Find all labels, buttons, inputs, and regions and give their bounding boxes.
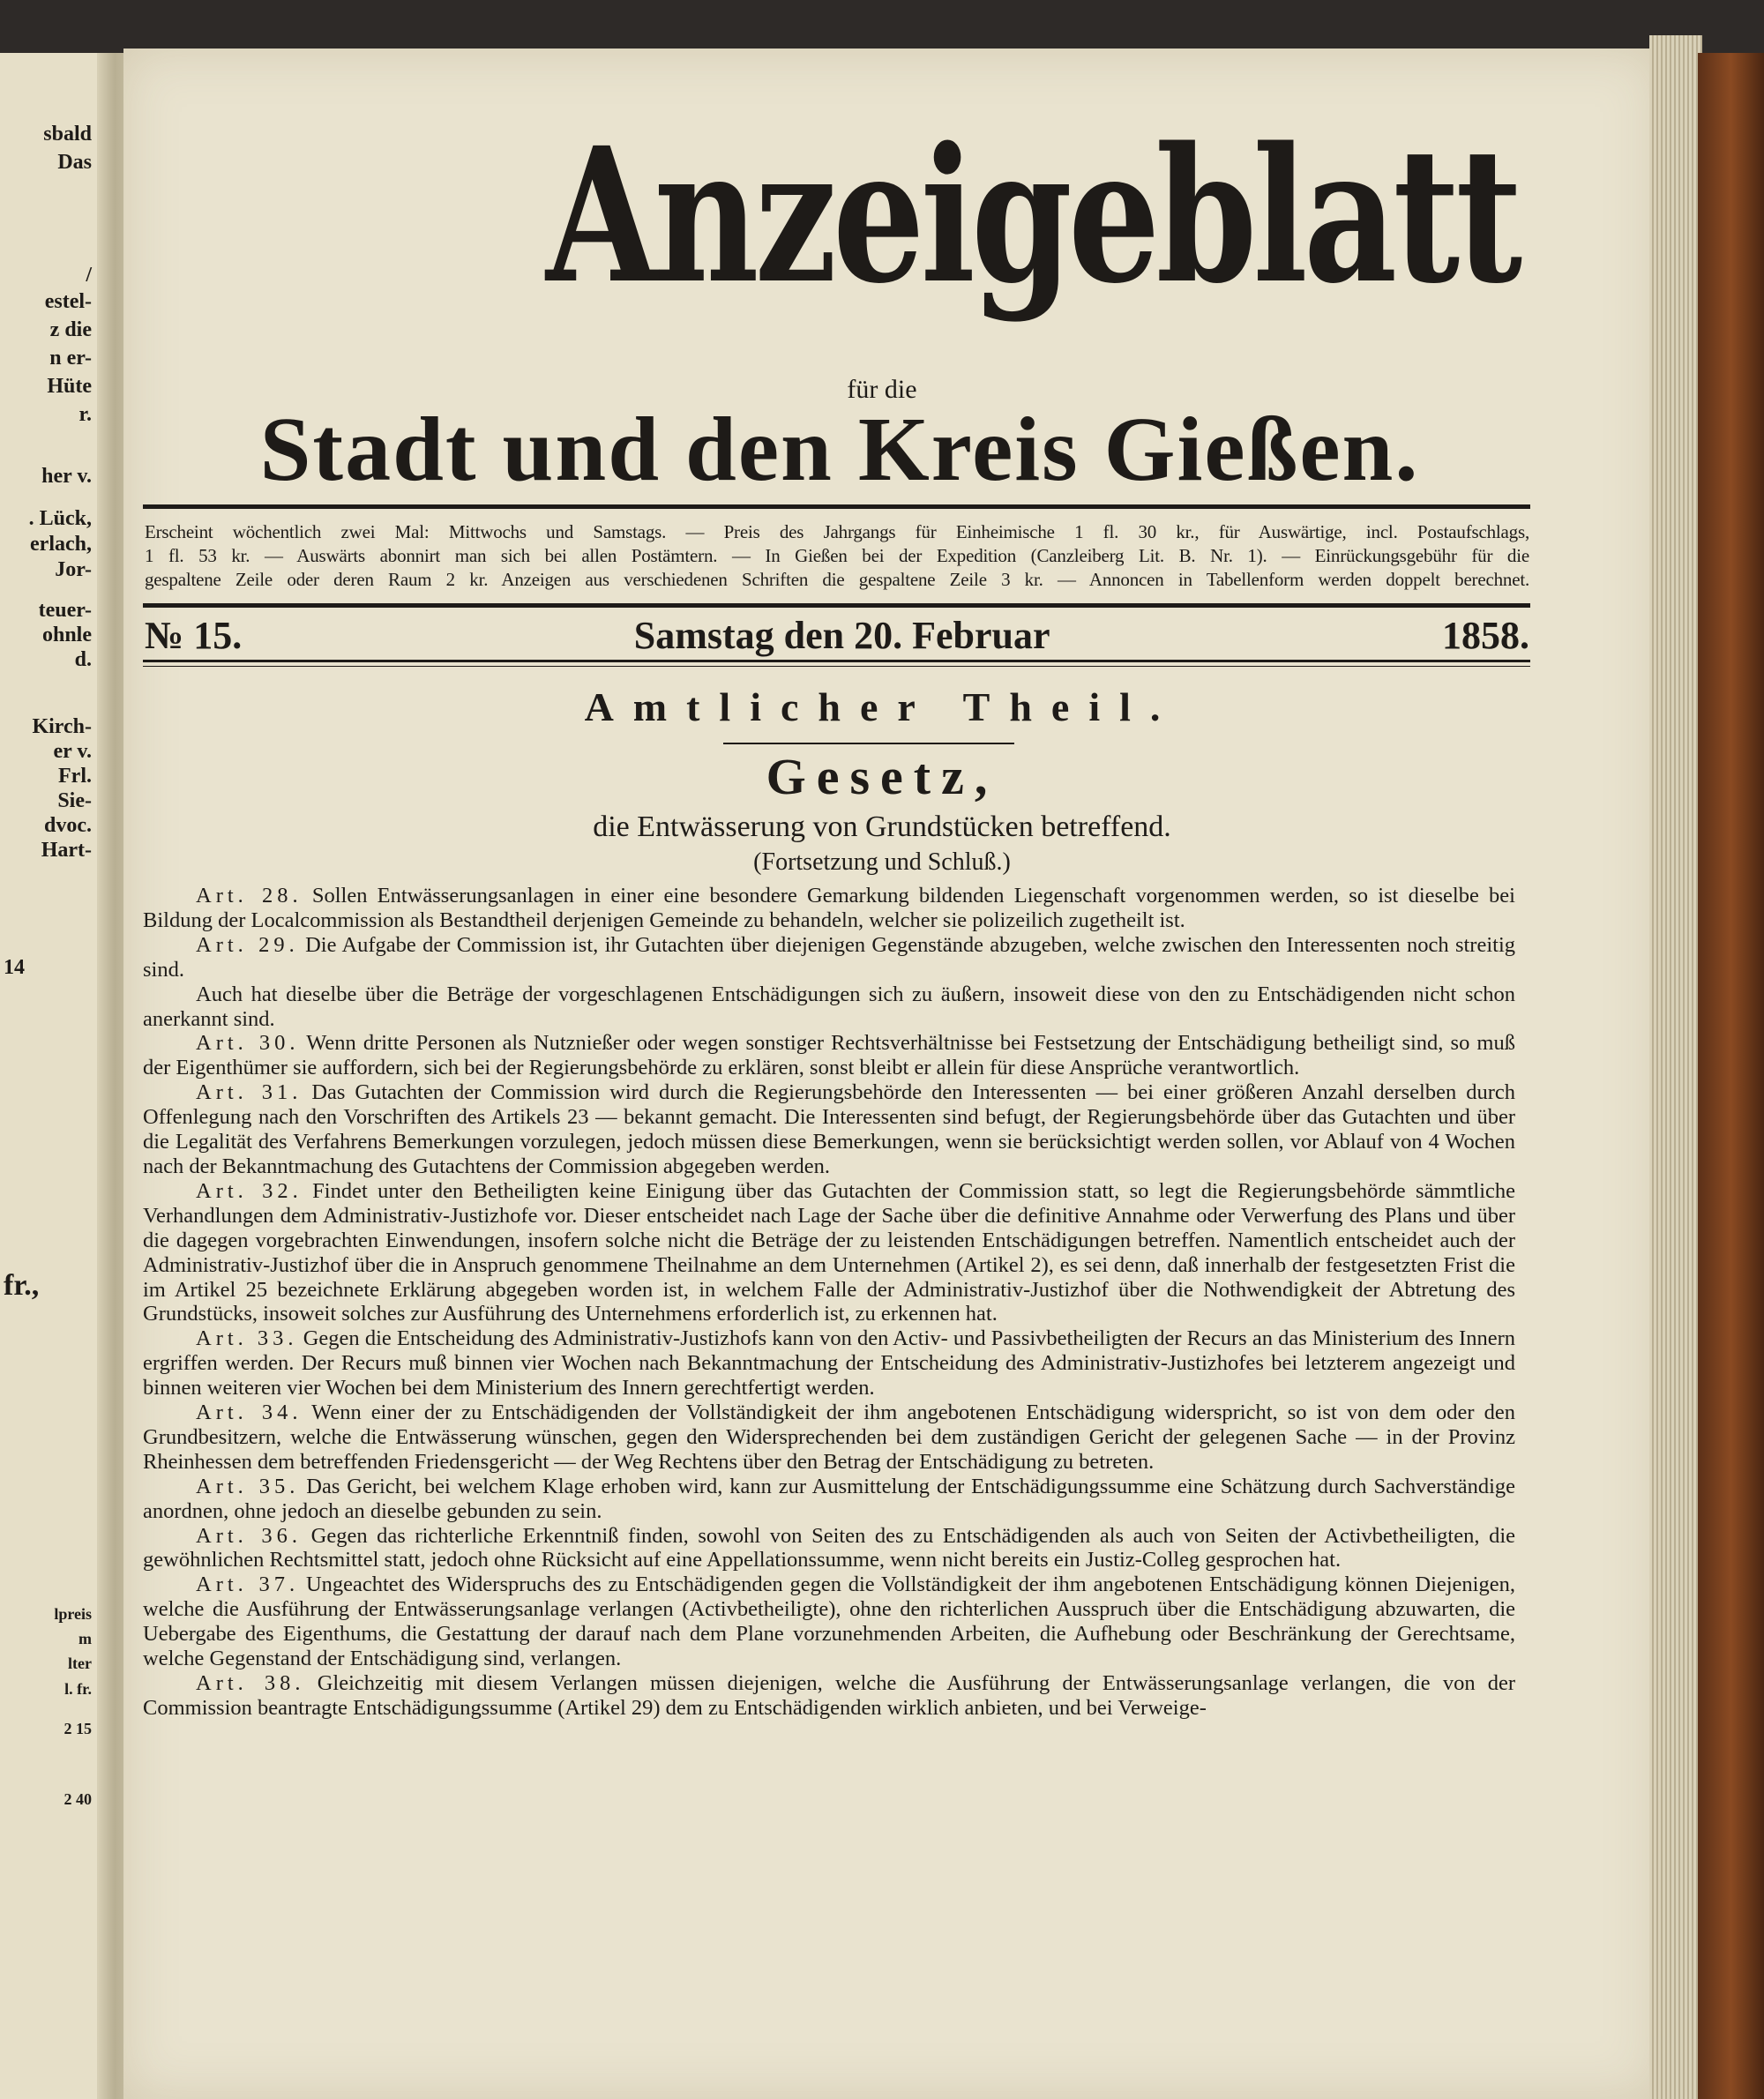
masthead-fuer-die: für die xyxy=(847,375,917,404)
margin-text: d. xyxy=(74,648,92,671)
article-text: Findet unter den Betheiligten keine Einigung über das Gutachten der Commission statt, so legt die Regierungsbehörde sämmtliche Verhandlungen dem Administrativ-Justizhofe vor. Dieser entscheidet nach Lage der Sache über die definitive Annahme oder Verwerfung des Plans und über die dagegen vorgebrachten Einwendungen, insofern solche nicht die Beträge der zu leistenden Entschädigungen betreffen. Namentlich entscheidet auch der Administrativ-Justizhof über die in Anspruch genommene Theilnahme an dem Unternehmen (Artikel 2), es sei denn, daß innerhalb der festgesetzten Frist die im Artikel 25 bezeichnete Erklärung abgegeben worden ist, in welchem Falle der Administrativ-Justizhof über die Nothwendigkeit der Abtretung des Grundstücks, insoweit solches zur Ausführung des Unternehmens erforderlich ist, zu erkennen hat. xyxy=(143,1178,1515,1326)
margin-text: her v. xyxy=(41,465,92,488)
law-continuation: (Fortsetzung und Schluß.) xyxy=(753,848,1011,876)
margin-text: ohnle xyxy=(41,624,92,646)
article-label: Art. 31. xyxy=(196,1080,303,1105)
article-text: Gleichzeitig mit diesem Verlangen müssen diejenigen, welche die Ausführung der Entwässerungsanlage verlangen, die von der Commission beantragte Entschädigungssumme (Artikel 29) dem zu Entschädigenden wirklich anbieten, und bei Verweige- xyxy=(143,1671,1515,1720)
article-label: Art. 34. xyxy=(196,1401,303,1425)
article-label: Art. 38. xyxy=(196,1671,305,1695)
section-heading: Amtlicher Theil. xyxy=(584,684,1180,729)
article-text: Gegen das richterliche Erkenntniß finden, sowohl von Seiten des zu Entschädigenden als auch von Seiten der Activbetheiligten, die gewöhnlichen Rechtsmittel statt, jedoch ohne Rücksicht auf eine Appellationssumme, wenn nicht bereits ein Justiz-Colleg gesprochen hat. xyxy=(143,1523,1515,1572)
article-text: Sollen Entwässerungsanlagen in einer eine besondere Gemarkung bildenden Liegenschaft vorgenommen werden, so ist dieselbe bei Bildung der Localcommission als Bestandtheil derjenigen Gemeinde zu behandeln, welcher sie polizeilich zugetheilt ist. xyxy=(143,884,1515,932)
subscription-notice xyxy=(145,520,1529,592)
margin-text: 2 15 xyxy=(64,1720,92,1737)
article-paragraph xyxy=(143,1524,1515,1573)
notice-line: Erscheint wöchentlich zwei Mal: Mittwochs und Samstags. — Preis des Jahrgangs für Einheimische 1 fl. 30 kr., für Auswärtige, incl. Postaufschlags, xyxy=(145,521,1529,542)
article-label: Art. 30. xyxy=(196,1031,300,1056)
margin-text: . Lück, xyxy=(28,507,92,530)
margin-text: z die xyxy=(49,318,92,341)
article-paragraph xyxy=(143,982,1515,1032)
law-subtitle: die Entwässerung von Grundstücken betreffend. xyxy=(593,810,1171,843)
article-text: Wenn dritte Personen als Nutznießer oder wegen sonstiger Rechtsverhältnisse bei Festsetzung der Entschädigung betheiligt sind, so muß der Eigenthümer sie auffordern, sich bei der Regierungsbehörde zu erklären, sonst bleibt er allein für diese Ansprüche verantwortlich. xyxy=(143,1031,1515,1080)
divider xyxy=(143,666,1530,667)
article-paragraph xyxy=(143,1326,1515,1401)
article-label: Art. 32. xyxy=(196,1178,303,1203)
margin-text: r. xyxy=(78,403,92,426)
article-paragraph xyxy=(143,1572,1515,1671)
margin-text: lter xyxy=(68,1655,92,1672)
issue-date: Samstag den 20. Februar xyxy=(633,614,1050,657)
article-label: Art. 29. xyxy=(196,932,299,957)
article-text: Das Gutachten der Commission wird durch die Regierungsbehörde den Interessenten — bei einer größeren Anzahl derselben durch Offenlegung nach den Vorschriften des Artikels 23 — bekannt gemacht. Die Interessenten sind befugt, der Regierungsbehörde über das Gutachten und über die Legalität des Verfahrens Bemerkungen vorzulegen, jedoch müssen diese Bemerkungen, wenn sie berücksichtigt werden sollen, vor Ablauf von 4 Wochen nach der Bekanntmachung des Gutachtens der Commission abgegeben werden. xyxy=(143,1080,1515,1178)
article-label: Art. 33. xyxy=(196,1326,298,1351)
issue-line xyxy=(145,615,1529,657)
article-paragraph xyxy=(143,1031,1515,1080)
article-text: Auch hat dieselbe über die Beträge der vorgeschlagenen Entschädigungen sich zu äußern, insoweit diese von den zu Entschädigenden nicht schon anerkannt sind. xyxy=(143,982,1515,1031)
margin-text: Hart- xyxy=(41,839,92,862)
margin-text: Kirch- xyxy=(32,715,92,738)
article-label: Art. 28. xyxy=(196,884,303,908)
article-text: Das Gericht, bei welchem Klage erhoben wird, kann zur Ausmittelung der Entschädigungssumme eine Schätzung durch Sachverständige anordnen, ohne jedoch an dieselbe gebunden zu sein. xyxy=(143,1474,1515,1523)
article-paragraph xyxy=(143,1671,1515,1721)
margin-text: l. fr. xyxy=(64,1680,92,1698)
article-paragraph xyxy=(143,933,1515,982)
margin-text: / xyxy=(86,264,92,287)
margin-text: n er- xyxy=(49,347,92,370)
article-paragraph xyxy=(143,1475,1515,1524)
article-text: Gegen die Entscheidung des Administrativ-Justizhofs kann von den Activ- und Passivbetheiligten der Recurs an das Ministerium des Innern ergriffen werden. Der Recurs muß binnen vier Wochen nach Bekanntmachung der Entscheidung des Administrativ-Justizhofes bei letzterem angezeigt und binnen weiteren vier Wochen bei dem Ministerium des Innern gerechtfertigt werden. xyxy=(143,1326,1515,1401)
issue-number: № 15. xyxy=(145,614,243,657)
margin-text: teuer- xyxy=(38,599,92,622)
notice-line: gespaltene Zeile oder deren Raum 2 kr. Anzeigen aus verschiedenen Schriften die gespaltene Zeile 3 kr. — Annoncen in Tabellenform werden doppelt berechnet. xyxy=(145,569,1529,590)
article-text: Ungeachtet des Widerspruchs des zu Entschädigenden gegen die Vollständigkeit der ihm angebotenen Entschädigung können Diejenigen, welche die Ausführung der Entwässerungsanlage verlangen (Activbetheiligte), ohne den richterlichen Ausspruch über die Entschädigung abzuwarten, die Uebergabe des Eigenthums, die Gestattung der darauf nach dem Plane vorzunehmenden Arbeiten, die Aufhebung oder Beschränkung der Gerechtsame, welche Gegenstand der Entschädigung sind, verlangen. xyxy=(143,1572,1515,1671)
scan-background xyxy=(0,0,1764,53)
margin-text: sbald xyxy=(43,123,92,146)
margin-text: Das xyxy=(57,151,92,174)
margin-text: Sie- xyxy=(57,789,92,812)
issue-year: 1858. xyxy=(1442,614,1529,657)
margin-text: erlach, xyxy=(30,533,92,556)
margin-text: dvoc. xyxy=(44,814,92,837)
article-paragraph xyxy=(143,1179,1515,1326)
article-paragraph xyxy=(143,1080,1515,1179)
margin-text: 14 xyxy=(4,956,25,979)
law-heading: Gesetz, xyxy=(766,748,998,805)
margin-text: m xyxy=(78,1630,92,1647)
article-text: Die Aufgabe der Commission ist, ihr Gutachten über diejenigen Gegenstände abzugeben, welche zwischen den Interessenten noch streitig sind. xyxy=(143,932,1515,982)
margin-text: er v. xyxy=(53,740,92,763)
page-edges xyxy=(1649,35,1702,2099)
masthead-title: Anzeigeblatt xyxy=(546,107,1519,325)
margin-text: Frl. xyxy=(58,765,92,788)
margin-text: estel- xyxy=(44,290,92,313)
divider xyxy=(143,504,1530,509)
margin-text: 2 40 xyxy=(64,1790,92,1808)
margin-text: lpreis xyxy=(54,1605,92,1623)
article-body xyxy=(143,884,1515,1721)
book-binding xyxy=(1698,53,1764,2099)
notice-line: 1 fl. 53 kr. — Auswärts abonnirt man sich bei allen Postämtern. — In Gießen bei der Expedition (Canzleiberg Lit. B. Nr. 1). — Einrückungsgebühr für die xyxy=(145,545,1529,566)
margin-text: Jor- xyxy=(55,558,92,581)
article-paragraph xyxy=(143,884,1515,933)
article-text: Wenn einer der zu Entschädigenden der Vollständigkeit der ihm angebotenen Entschädigung widerspricht, so ist von dem oder den Grundbesitzern, welche die Entwässerung wünschen, gegen den Widersprechenden bei dem zuständigen Gericht der gelegenen Sache — in der Provinz Rheinhessen dem betreffenden Friedensgericht — der Weg Rechtens über den Betrag der Entschädigung zu betreten. xyxy=(143,1401,1515,1474)
margin-text: Hüte xyxy=(47,375,92,398)
article-label: Art. 35. xyxy=(196,1474,300,1498)
article-label: Art. 37. xyxy=(196,1572,300,1597)
article-paragraph xyxy=(143,1401,1515,1475)
masthead-city: Stadt und den Kreis Gießen. xyxy=(259,399,1420,500)
margin-text: fr., xyxy=(4,1269,40,1302)
divider xyxy=(723,743,1014,744)
divider xyxy=(143,660,1530,662)
divider xyxy=(143,603,1530,608)
article-label: Art. 36. xyxy=(196,1523,303,1548)
